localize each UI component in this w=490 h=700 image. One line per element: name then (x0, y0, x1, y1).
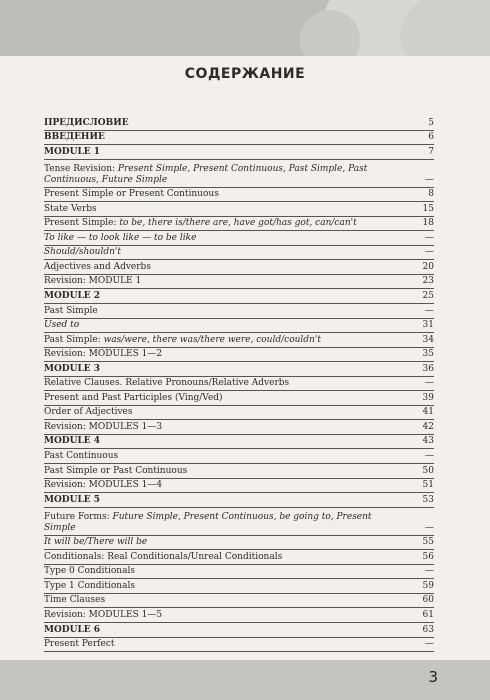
toc-entry (44, 333, 434, 348)
toc-entry-title (44, 276, 410, 287)
toc-entry-text: Time Clauses (44, 595, 106, 606)
toc-entry-text: MODULE 6 (44, 624, 101, 635)
toc-entry-page: 39 (422, 392, 434, 403)
toc-entry (44, 217, 434, 232)
toc-entry-page: — (425, 639, 434, 650)
toc-entry (44, 579, 434, 594)
toc-entry-title (44, 247, 410, 258)
toc-entry-text: Present Simple, Present Continuous, Past Simple, Past Continuous, Future Simple (44, 163, 368, 185)
toc-entry-text: Should/shouldn't (44, 247, 122, 258)
toc-entry (44, 536, 434, 551)
toc-entry-text: MODULE 3 (44, 363, 101, 374)
toc-entry (44, 638, 434, 653)
toc-entry-page: — (425, 378, 434, 389)
toc-entry-page: 51 (422, 480, 434, 491)
toc-entry-title (44, 537, 410, 548)
toc-entry-title (44, 639, 410, 650)
toc-entry-text: MODULE 1 (44, 146, 101, 157)
toc-entry-title (44, 189, 410, 200)
toc-entry-text: Revision: MODULES 1—5 (44, 609, 163, 620)
toc-entry-text: It will be/There will be (44, 537, 148, 548)
toc-entry (44, 550, 434, 565)
toc-entry-title (44, 204, 410, 215)
toc-entry-text: Type 0 Conditionals (44, 566, 135, 577)
toc-entry-page: 43 (422, 436, 434, 447)
toc-entry-text: Past Simple or Past Continuous (44, 465, 188, 476)
toc-entry-text: Tense Revision: (44, 163, 118, 174)
toc-entry (44, 449, 434, 464)
toc-entry (44, 116, 434, 131)
page-title: СОДЕРЖАНИЕ (184, 66, 306, 82)
toc-entry-text: Future Forms: (44, 511, 113, 522)
toc-entry-title (44, 595, 410, 606)
toc-entry-title (44, 422, 410, 433)
toc-entry-text: State Verbs (44, 203, 97, 214)
toc-entry-page: 59 (422, 580, 434, 591)
toc-entry-title (44, 566, 410, 577)
toc-entry-text: Present Perfect (44, 639, 115, 650)
toc-entry-page: 50 (422, 465, 434, 476)
toc-entry-title (44, 335, 410, 346)
toc-entry-title (44, 364, 410, 375)
toc-entry-page: 41 (422, 407, 434, 418)
toc-entry-title (44, 451, 410, 462)
toc-entry-text: ПРЕДИСЛОВИЕ (44, 117, 129, 128)
toc-entry (44, 246, 434, 261)
toc-entry-text: MODULE 5 (44, 494, 101, 505)
toc-entry-page: 60 (422, 595, 434, 606)
toc-entry-text: to be, there is/there are, have got/has got, can/can't (119, 218, 357, 229)
toc-entry (44, 319, 434, 334)
toc-entry-page: 61 (422, 609, 434, 620)
toc-entry (44, 406, 434, 421)
toc-entry-page: 23 (422, 276, 434, 287)
toc-entry-page: 55 (422, 537, 434, 548)
toc-entry-text: Used to (44, 320, 80, 331)
toc-entry-text: Present and Past Participles (Ving/Ved) (44, 392, 223, 403)
toc-entry-page: 7 (428, 146, 434, 157)
toc-entry-text: Adjectives and Adverbs (44, 261, 151, 272)
toc-entry (44, 348, 434, 363)
toc-entry (44, 289, 434, 304)
toc-entry (44, 145, 434, 160)
toc-entry-page: — (425, 522, 434, 533)
toc-entry-title (44, 512, 410, 534)
table-of-contents (44, 116, 434, 652)
top-decorative-band (0, 0, 490, 56)
toc-entry-page: 63 (422, 624, 434, 635)
toc-entry-page: — (425, 232, 434, 243)
toc-entry (44, 435, 434, 450)
toc-entry (44, 202, 434, 217)
toc-entry-page: 20 (422, 261, 434, 272)
toc-entry-text: Present Simple: (44, 218, 120, 229)
toc-entry (44, 160, 434, 188)
toc-entry-title (44, 466, 410, 477)
toc-entry-title (44, 320, 410, 331)
toc-entry-text: ВВЕДЕНИЕ (44, 132, 105, 143)
toc-entry-title (44, 495, 410, 506)
toc-entry-title (44, 581, 410, 592)
toc-entry (44, 464, 434, 479)
toc-entry (44, 508, 434, 536)
toc-entry-text: Future Simple, Present Continuous, be going to, Present Simple (44, 511, 372, 533)
toc-entry (44, 304, 434, 319)
toc-entry (44, 188, 434, 203)
toc-entry-title (44, 378, 410, 389)
toc-entry (44, 131, 434, 146)
toc-entry-page: 8 (428, 189, 434, 200)
toc-entry-text: MODULE 2 (44, 291, 101, 302)
toc-entry-text: Past Simple (44, 305, 98, 316)
toc-entry-title (44, 164, 410, 186)
toc-entry-text: Revision: MODULES 1—2 (44, 349, 163, 360)
toc-entry-title (44, 436, 410, 447)
toc-entry (44, 391, 434, 406)
toc-entry-title (44, 218, 410, 229)
toc-entry-title (44, 147, 410, 158)
toc-entry-title (44, 480, 410, 491)
toc-entry-text: Revision: MODULES 1—4 (44, 480, 163, 491)
toc-entry (44, 594, 434, 609)
toc-entry-page: — (425, 566, 434, 577)
toc-entry-page: — (425, 305, 434, 316)
toc-entry-page: — (425, 174, 434, 185)
toc-entry-title (44, 610, 410, 621)
bottom-band (0, 660, 490, 700)
toc-entry-text: Conditionals: Real Conditionals/Unreal Conditionals (44, 551, 283, 562)
toc-entry-title (44, 262, 410, 273)
toc-entry-title (44, 233, 410, 244)
toc-entry-title (44, 118, 410, 129)
toc-entry-page: 25 (422, 291, 434, 302)
toc-entry-title (44, 349, 410, 360)
toc-entry-title (44, 306, 410, 317)
toc-entry-page: 6 (428, 132, 434, 143)
toc-entry (44, 623, 434, 638)
toc-entry-title (44, 407, 410, 418)
toc-entry-text: MODULE 4 (44, 436, 101, 447)
toc-entry-text: Order of Adjectives (44, 407, 133, 418)
toc-entry-page: 34 (422, 334, 434, 345)
toc-entry (44, 493, 434, 508)
toc-entry (44, 260, 434, 275)
toc-entry-text: To like — to look like — to be like (44, 232, 197, 243)
toc-entry-page: 5 (428, 117, 434, 128)
toc-entry (44, 420, 434, 435)
toc-entry (44, 275, 434, 290)
toc-entry-page: 53 (422, 494, 434, 505)
toc-entry-page: — (425, 451, 434, 462)
toc-entry (44, 231, 434, 246)
toc-entry-text: Type 1 Conditionals (44, 580, 135, 591)
toc-entry (44, 565, 434, 580)
toc-entry-title (44, 291, 410, 302)
toc-entry-page: 42 (422, 421, 434, 432)
toc-entry-page: 36 (422, 363, 434, 374)
toc-entry-text: Relative Clauses. Relative Pronouns/Relative Adverbs (44, 378, 290, 389)
toc-entry-title (44, 393, 410, 404)
toc-entry-title (44, 132, 410, 143)
toc-entry-page: 31 (422, 320, 434, 331)
toc-entry-text: Past Continuous (44, 451, 119, 462)
toc-entry-text: Present Simple or Present Continuous (44, 189, 219, 200)
toc-entry-page: 56 (422, 551, 434, 562)
decorative-petal-shape (400, 0, 490, 56)
page-number: 3 (428, 668, 438, 686)
toc-entry-page: — (425, 247, 434, 258)
toc-entry-text: Revision: MODULES 1—3 (44, 421, 163, 432)
toc-entry-text: Revision: MODULE 1 (44, 276, 142, 287)
toc-entry-title (44, 625, 410, 636)
toc-entry-page: 15 (422, 203, 434, 214)
toc-entry (44, 377, 434, 392)
toc-entry (44, 479, 434, 494)
toc-entry-page: 35 (422, 349, 434, 360)
toc-entry (44, 608, 434, 623)
toc-entry-text: was/were, there was/there were, could/couldn't (103, 334, 321, 345)
toc-entry (44, 362, 434, 377)
toc-entry-page: 18 (422, 218, 434, 229)
toc-entry-text: Past Simple: (44, 334, 104, 345)
toc-entry-title (44, 552, 410, 563)
